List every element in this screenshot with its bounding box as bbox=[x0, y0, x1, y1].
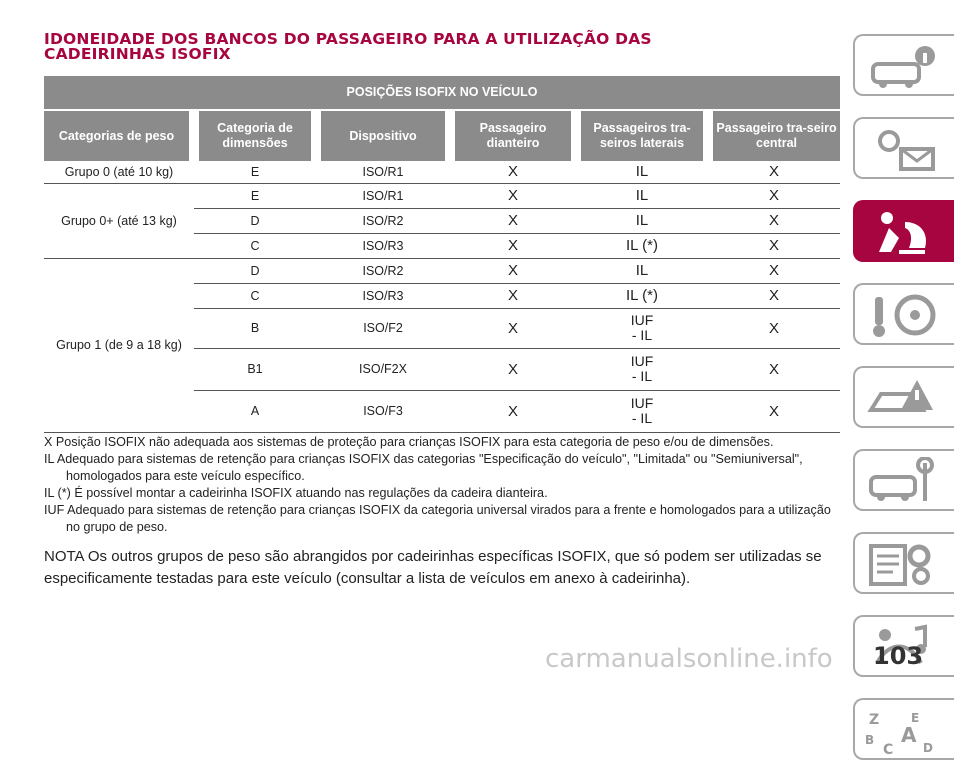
rear-center-cell: X bbox=[708, 161, 840, 183]
size-category-cell: B bbox=[194, 308, 316, 348]
weight-group-cell: Grupo 0+ (até 13 kg) bbox=[44, 183, 194, 258]
seat-airbag-icon bbox=[865, 208, 941, 256]
svg-text:E: E bbox=[911, 711, 920, 725]
device-cell: ISO/R1 bbox=[316, 161, 450, 183]
size-category-cell: D bbox=[194, 258, 316, 283]
svg-text:B: B bbox=[865, 733, 875, 747]
header-device: Dispositivo bbox=[316, 110, 450, 161]
front-passenger-cell: X bbox=[450, 161, 576, 183]
rear-center-cell: X bbox=[708, 258, 840, 283]
note-x: X Posição ISOFIX não adequada aos sistemas de proteção para crianças ISOFIX para esta categoria de peso e/ou de dimensões. bbox=[44, 435, 774, 449]
header-weight-category: Categorias de peso bbox=[44, 110, 194, 161]
front-passenger-cell: X bbox=[450, 348, 576, 390]
rear-center-cell: X bbox=[708, 233, 840, 258]
rear-side-cell: IL bbox=[576, 208, 708, 233]
weight-group-cell: Grupo 0 (até 10 kg) bbox=[44, 161, 194, 183]
specifications-icon bbox=[865, 540, 941, 588]
front-passenger-cell: X bbox=[450, 183, 576, 208]
size-category-cell: E bbox=[194, 161, 316, 183]
rear-side-cell: IL bbox=[576, 161, 708, 183]
rear-center-cell: X bbox=[708, 348, 840, 390]
device-cell: ISO/R3 bbox=[316, 233, 450, 258]
header-rear-center-passenger: Passageiro tra-seiro central bbox=[708, 110, 840, 161]
front-passenger-cell: X bbox=[450, 390, 576, 432]
rear-center-cell: X bbox=[708, 283, 840, 308]
rear-center-cell: X bbox=[708, 183, 840, 208]
rear-side-cell: IL bbox=[576, 258, 708, 283]
header-front-passenger: Passageiro dianteiro bbox=[450, 110, 576, 161]
size-category-cell: C bbox=[194, 233, 316, 258]
header-rear-side-passengers: Passageiros tra-seiros laterais bbox=[576, 110, 708, 161]
device-cell: ISO/R1 bbox=[316, 183, 450, 208]
rear-side-cell: IUF - IL bbox=[576, 308, 708, 348]
svg-text:Z: Z bbox=[869, 712, 880, 728]
device-cell: ISO/F2 bbox=[316, 308, 450, 348]
note-il: IL Adequado para sistemas de retenção para crianças ISOFIX das categorias "Especificação do veículo", "Limitada" ou "Semiuniversal", homologados para este veículo específico. bbox=[44, 452, 803, 483]
size-category-cell: C bbox=[194, 283, 316, 308]
front-passenger-cell: X bbox=[450, 258, 576, 283]
size-category-cell: E bbox=[194, 183, 316, 208]
device-cell: ISO/F3 bbox=[316, 390, 450, 432]
table-top-header: POSIÇÕES ISOFIX NO VEÍCULO bbox=[44, 76, 840, 110]
car-breakdown-icon bbox=[865, 374, 941, 422]
front-passenger-cell: X bbox=[450, 283, 576, 308]
alphabetical-index-icon bbox=[865, 706, 941, 754]
front-passenger-cell: X bbox=[450, 208, 576, 233]
rear-side-cell: IL bbox=[576, 183, 708, 208]
rear-side-cell: IUF - IL bbox=[576, 390, 708, 432]
front-passenger-cell: X bbox=[450, 308, 576, 348]
size-category-cell: D bbox=[194, 208, 316, 233]
note-il-star: IL (*) É possível montar a cadeirinha ISOFIX atuando nas regulações da cadeira dianteira. bbox=[44, 486, 548, 500]
car-info-icon bbox=[865, 42, 941, 90]
sidebar-tab-alphabetical-index[interactable] bbox=[853, 698, 954, 760]
weight-group-cell: Grupo 1 (de 9 a 18 kg) bbox=[44, 258, 194, 432]
rear-side-cell: IL (*) bbox=[576, 233, 708, 258]
sidebar-tab-seat-airbag[interactable] bbox=[853, 200, 954, 262]
rear-center-cell: X bbox=[708, 208, 840, 233]
sidebar-tab-key-steering-wheel[interactable] bbox=[853, 283, 954, 345]
car-maintenance-icon bbox=[865, 457, 941, 505]
dashboard-warning-icon bbox=[865, 125, 941, 173]
section-title bbox=[44, 32, 804, 62]
section-title-line2: CADEIRINHAS ISOFIX bbox=[44, 45, 231, 63]
front-passenger-cell: X bbox=[450, 233, 576, 258]
size-category-cell: A bbox=[194, 390, 316, 432]
svg-text:D: D bbox=[923, 741, 933, 754]
table-body bbox=[44, 161, 840, 432]
header-size-category: Categoria de dimensões bbox=[194, 110, 316, 161]
sidebar-tab-specifications[interactable] bbox=[853, 532, 954, 594]
page-number: 103 bbox=[873, 642, 924, 670]
sidebar-tab-dashboard-warning[interactable] bbox=[853, 117, 954, 179]
note-iuf: IUF Adequado para sistemas de retenção para crianças ISOFIX da categoria universal virados para a frente e homologados para a utilização no grupo de peso. bbox=[44, 503, 831, 534]
device-cell: ISO/F2X bbox=[316, 348, 450, 390]
device-cell: ISO/R2 bbox=[316, 208, 450, 233]
sidebar-tab-car-info[interactable] bbox=[853, 34, 954, 96]
section-title-line1: IDONEIDADE DOS BANCOS DO PASSAGEIRO PARA A UTILIZAÇÃO DAS bbox=[44, 30, 652, 48]
sidebar-tab-car-maintenance[interactable] bbox=[853, 449, 954, 511]
table-row bbox=[44, 183, 840, 208]
watermark: carmanualsonline.info bbox=[545, 644, 833, 674]
svg-text:C: C bbox=[883, 742, 894, 754]
rear-center-cell: X bbox=[708, 308, 840, 348]
device-cell: ISO/R2 bbox=[316, 258, 450, 283]
isofix-table bbox=[44, 76, 840, 433]
device-cell: ISO/R3 bbox=[316, 283, 450, 308]
sidebar-tab-car-breakdown[interactable] bbox=[853, 366, 954, 428]
nota-paragraph: NOTA Os outros grupos de peso são abrangidos por cadeirinhas específicas ISOFIX, que só podem ser utilizadas se especificamente testadas para este veículo (consultar a lista de veículos em anexo à cadeirinha). bbox=[44, 548, 822, 587]
rear-center-cell: X bbox=[708, 390, 840, 432]
rear-side-cell: IUF - IL bbox=[576, 348, 708, 390]
table-row bbox=[44, 258, 840, 283]
table-row bbox=[44, 161, 840, 183]
svg-text:A: A bbox=[901, 723, 917, 747]
legend-notes bbox=[44, 434, 844, 536]
size-category-cell: B1 bbox=[194, 348, 316, 390]
rear-side-cell: IL (*) bbox=[576, 283, 708, 308]
key-steering-wheel-icon bbox=[865, 291, 941, 339]
